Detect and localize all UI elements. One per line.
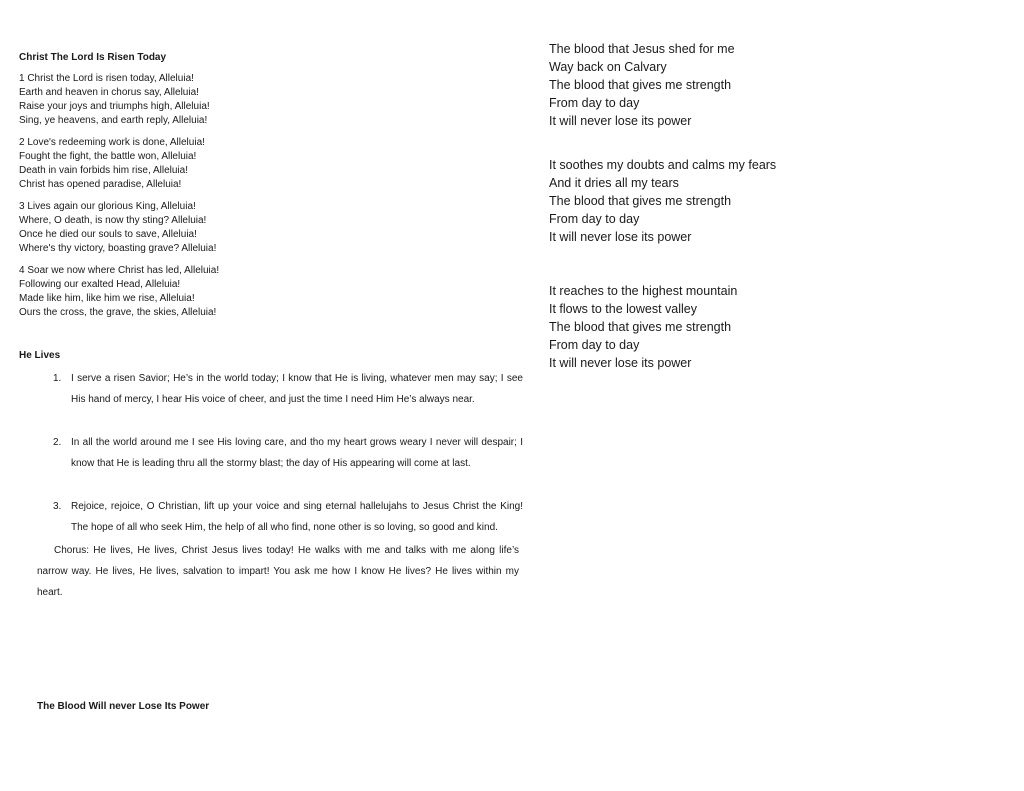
list-number: 2. bbox=[53, 437, 62, 448]
hymn1-verse-1 bbox=[19, 72, 210, 128]
verse-line: Fought the fight, the battle won, Alleluia! bbox=[19, 151, 197, 162]
stanza-line: The blood that Jesus shed for me bbox=[549, 42, 735, 56]
blood-stanza-2 bbox=[549, 156, 776, 246]
stanza-line: From day to day bbox=[549, 96, 640, 110]
list-item bbox=[19, 496, 523, 538]
stanza-line: It reaches to the highest mountain bbox=[549, 284, 738, 298]
verse-line: Sing, ye heavens, and earth reply, Alleluia! bbox=[19, 115, 208, 126]
list-item bbox=[19, 432, 523, 474]
hymn-title-christ-the-lord: Christ The Lord Is Risen Today bbox=[19, 52, 167, 63]
hymn1-verse-4 bbox=[19, 264, 219, 320]
verse-line: Christ has opened paradise, Alleluia! bbox=[19, 179, 182, 190]
list-number: 3. bbox=[53, 501, 62, 512]
stanza-line: It will never lose its power bbox=[549, 230, 692, 244]
stanza-line: From day to day bbox=[549, 212, 640, 226]
he-lives-chorus: Chorus: He lives, He lives, Christ Jesus lives today! He walks with me and talks with me along life’s narrow way. He lives, He lives, salvation to impart! You ask me how I know He lives? He lives within my heart. bbox=[37, 545, 519, 598]
stanza-line: And it dries all my tears bbox=[549, 176, 679, 190]
verse-line: Death in vain forbids him rise, Alleluia! bbox=[19, 165, 188, 176]
verse-line: 1 Christ the Lord is risen today, Alleluia! bbox=[19, 73, 194, 84]
verse-line: 4 Soar we now where Christ has led, Alleluia! bbox=[19, 265, 220, 276]
verse-line: 2 Love's redeeming work is done, Alleluia! bbox=[19, 137, 205, 148]
he-lives-verse-list bbox=[19, 368, 523, 560]
blood-stanza-1 bbox=[549, 40, 735, 130]
verse-line: Where, O death, is now thy sting? Alleluia! bbox=[19, 215, 207, 226]
stanza-line: It will never lose its power bbox=[549, 114, 692, 128]
stanza-line: The blood that gives me strength bbox=[549, 78, 732, 92]
hymn-title-blood-never-lose-power: The Blood Will never Lose Its Power bbox=[37, 701, 210, 712]
stanza-line: It flows to the lowest valley bbox=[549, 302, 697, 316]
verse-line: Made like him, like him we rise, Alleluia! bbox=[19, 293, 195, 304]
hymn1-verse-2 bbox=[19, 136, 205, 192]
verse-line: Ours the cross, the grave, the skies, Alleluia! bbox=[19, 307, 217, 318]
list-item-text: I serve a risen Savior; He’s in the world today; I know that He is living, whatever men may say; I see His hand of mercy, I hear His voice of cheer, and just the time I need Him He’s always near. bbox=[71, 373, 523, 405]
list-number: 1. bbox=[53, 373, 62, 384]
verse-line: Once he died our souls to save, Alleluia! bbox=[19, 229, 197, 240]
stanza-line: From day to day bbox=[549, 338, 640, 352]
stanza-line: Way back on Calvary bbox=[549, 60, 667, 74]
verse-line: Where's thy victory, boasting grave? Alleluia! bbox=[19, 243, 217, 254]
hymn-title-he-lives: He Lives bbox=[19, 350, 61, 361]
stanza-line: It will never lose its power bbox=[549, 356, 692, 370]
hymn1-verse-3 bbox=[19, 200, 216, 256]
verse-line: Raise your joys and triumphs high, Alleluia! bbox=[19, 101, 210, 112]
verse-line: Following our exalted Head, Alleluia! bbox=[19, 279, 181, 290]
blood-stanza-3 bbox=[549, 282, 737, 372]
verse-line: Earth and heaven in chorus say, Alleluia! bbox=[19, 87, 199, 98]
verse-line: 3 Lives again our glorious King, Alleluia! bbox=[19, 201, 196, 212]
list-item-text: In all the world around me I see His loving care, and tho my heart grows weary I never will despair; I know that He is leading thru all the stormy blast; the day of His appearing will come at last. bbox=[71, 437, 523, 469]
list-item-text: Rejoice, rejoice, O Christian, lift up your voice and sing eternal hallelujahs to Jesus Christ the King! The hope of all who seek Him, the help of all who find, none other is so loving, so good and kind. bbox=[71, 501, 523, 533]
stanza-line: The blood that gives me strength bbox=[549, 320, 732, 334]
stanza-line: It soothes my doubts and calms my fears bbox=[549, 158, 777, 172]
stanza-line: The blood that gives me strength bbox=[549, 194, 732, 208]
list-item bbox=[19, 368, 523, 410]
